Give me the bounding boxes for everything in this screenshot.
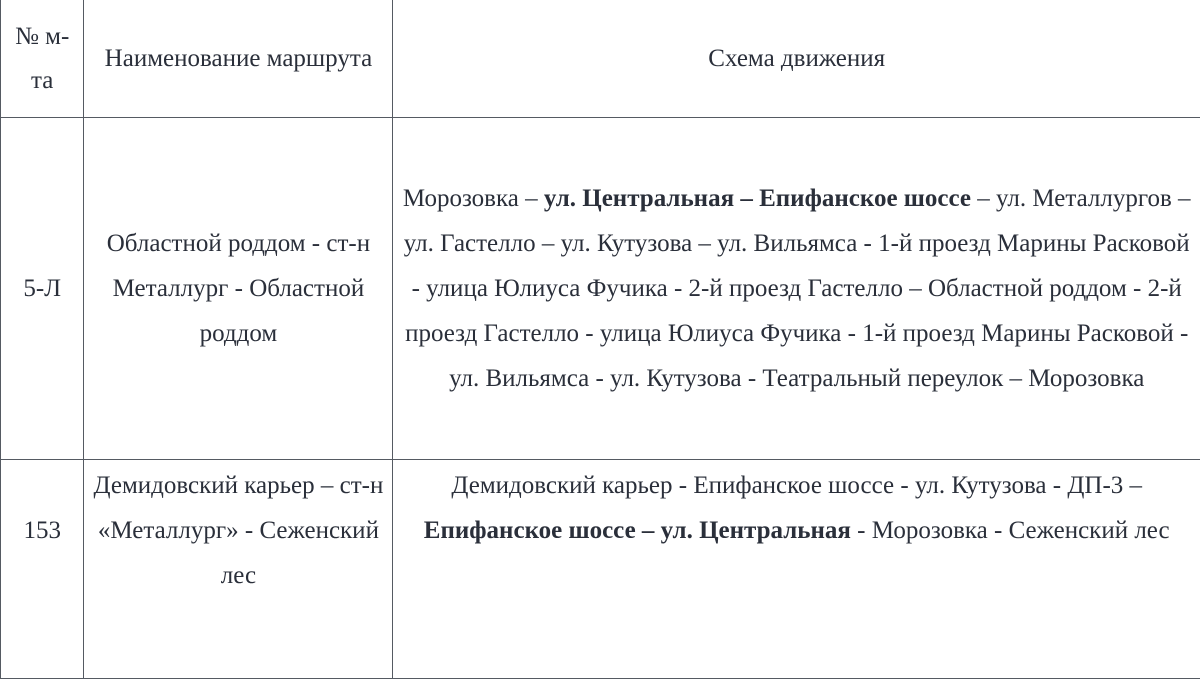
route-scheme-bold-part: ул. Центральная – Епифанское шоссе (544, 185, 971, 212)
route-scheme-cell (393, 118, 1200, 460)
route-name: Демидовский карьер – ст-н «Металлург» - Сеженский лес (93, 472, 383, 589)
header-row (1, 0, 1200, 118)
route-number: 5-Л (23, 275, 61, 302)
header-route-number (1, 0, 84, 118)
route-number-cell (1, 460, 84, 679)
route-scheme-cell (393, 460, 1200, 679)
table-row (1, 460, 1200, 679)
route-scheme-part: - Морозовка - Сеженский лес (851, 517, 1170, 544)
header-route-scheme-text: Схема движения (708, 45, 885, 72)
route-number-cell (1, 118, 84, 460)
table-row (1, 118, 1200, 460)
route-scheme-part: Морозовка – (403, 185, 544, 212)
header-route-name (84, 0, 393, 118)
header-route-name-text: Наименование маршрута (105, 45, 373, 72)
header-route-scheme (393, 0, 1200, 118)
route-number: 153 (23, 517, 61, 544)
route-scheme-part: – ул. Металлургов – ул. Гастелло – ул. Кутузова – ул. Вильямса - 1-й проезд Марины Расковой - улица Юлиуса Фучика - 2-й проезд Гастелло – Областной роддом - 2-й проезд Гастелло - улица Юлиуса Фучика - 1-й проезд Марины Расковой - ул. Вильямса - ул. Кутузова - Театральный переулок – Морозовка (404, 185, 1191, 392)
route-scheme-part: Демидовский карьер - Епифанское шоссе - ул. Кутузова - ДП-3 – (451, 472, 1142, 499)
route-name-cell (84, 460, 393, 679)
header-route-number-text: № м-та (15, 23, 69, 94)
route-name-cell (84, 118, 393, 460)
route-scheme-bold-part: Епифанское шоссе – ул. Центральная (424, 517, 851, 544)
route-name: Областной роддом - ст-н Металлург - Областной роддом (107, 230, 370, 347)
